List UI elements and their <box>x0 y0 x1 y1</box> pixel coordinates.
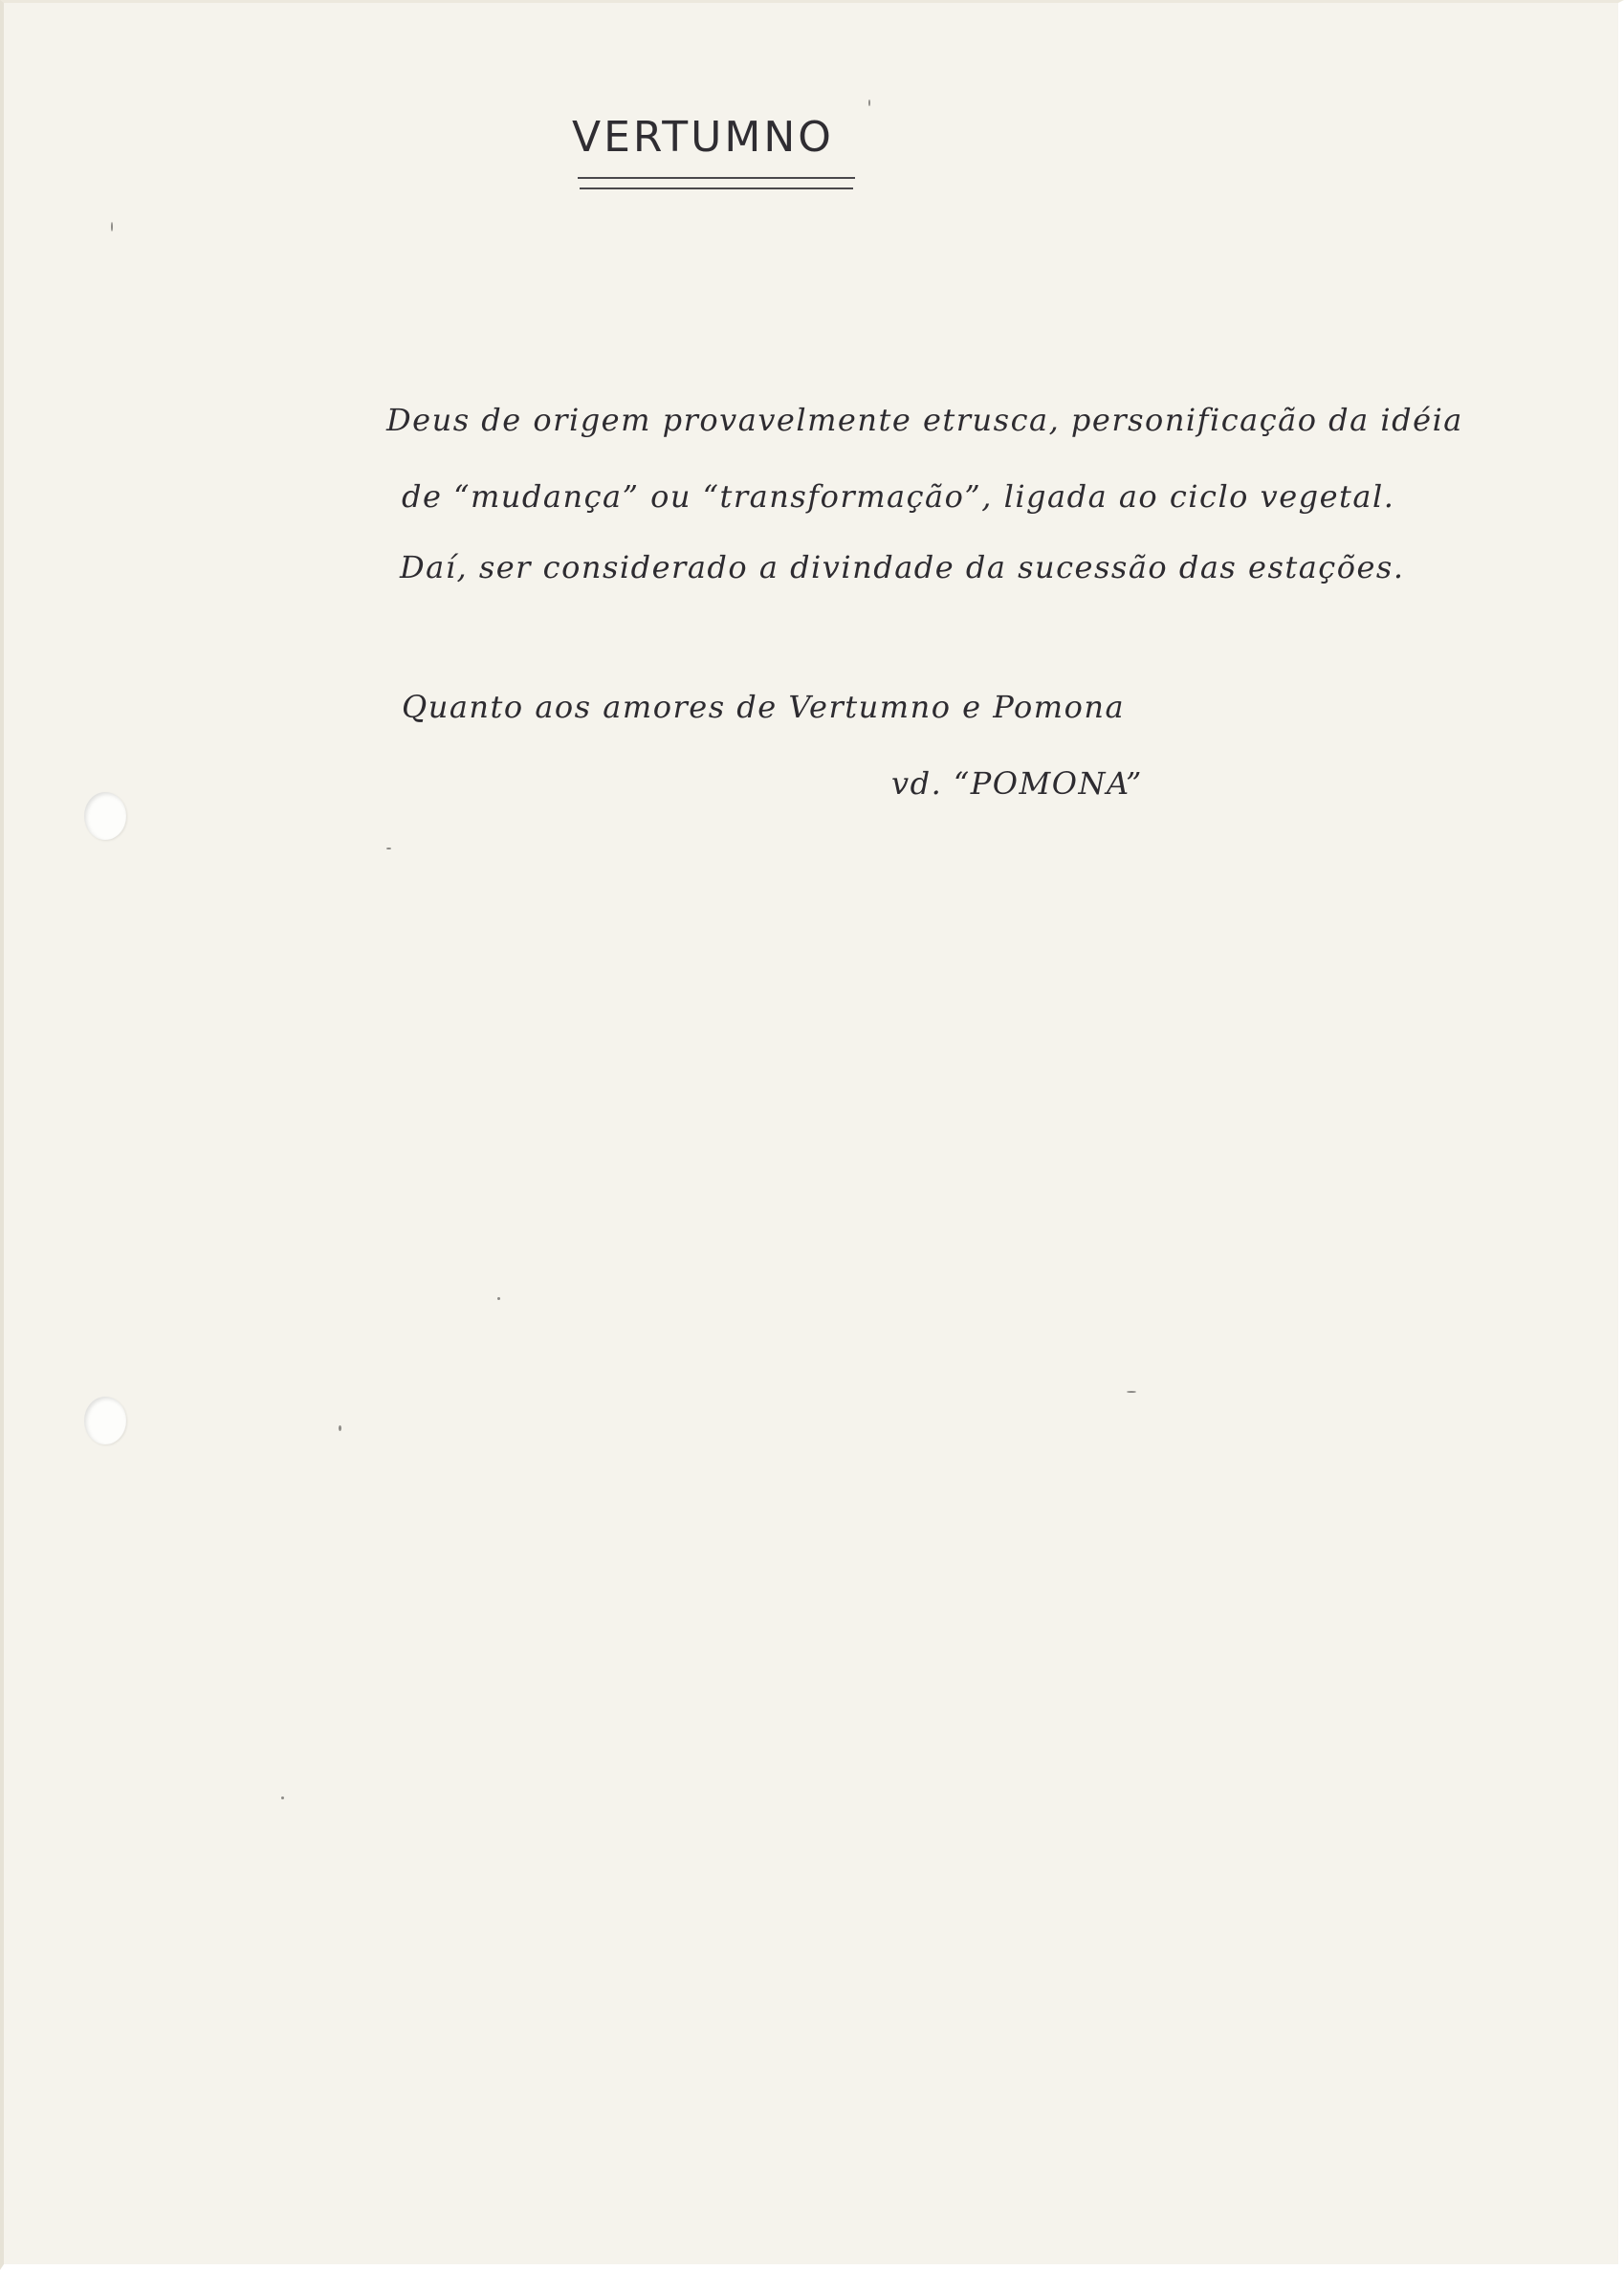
page-title: VERTUMNO <box>572 113 834 162</box>
punch-hole-top <box>84 792 126 840</box>
paragraph-line-1: Deus de origem provavelmente etrusca, personificação da idéia <box>386 402 1463 438</box>
paper-speck <box>868 99 870 106</box>
paper-speck <box>111 222 113 231</box>
punch-hole-bottom <box>84 1397 126 1444</box>
paper-speck <box>281 1796 284 1799</box>
paragraph-line-2: de “mudança” ou “transformação”, ligada ao ciclo vegetal. <box>402 478 1395 515</box>
title-underline <box>578 177 855 179</box>
paper-speck <box>386 848 391 849</box>
paper-speck <box>497 1297 500 1300</box>
paper-speck <box>339 1425 341 1431</box>
paper-speck <box>1127 1391 1136 1393</box>
reference-line: Quanto aos amores de Vertumno e Pomona <box>402 689 1126 725</box>
title-underline-second <box>580 187 853 189</box>
paragraph-line-3: Daí, ser considerado a divindade da sucessão das estações. <box>400 549 1405 585</box>
reference-target: vd. “POMONA” <box>891 765 1143 802</box>
